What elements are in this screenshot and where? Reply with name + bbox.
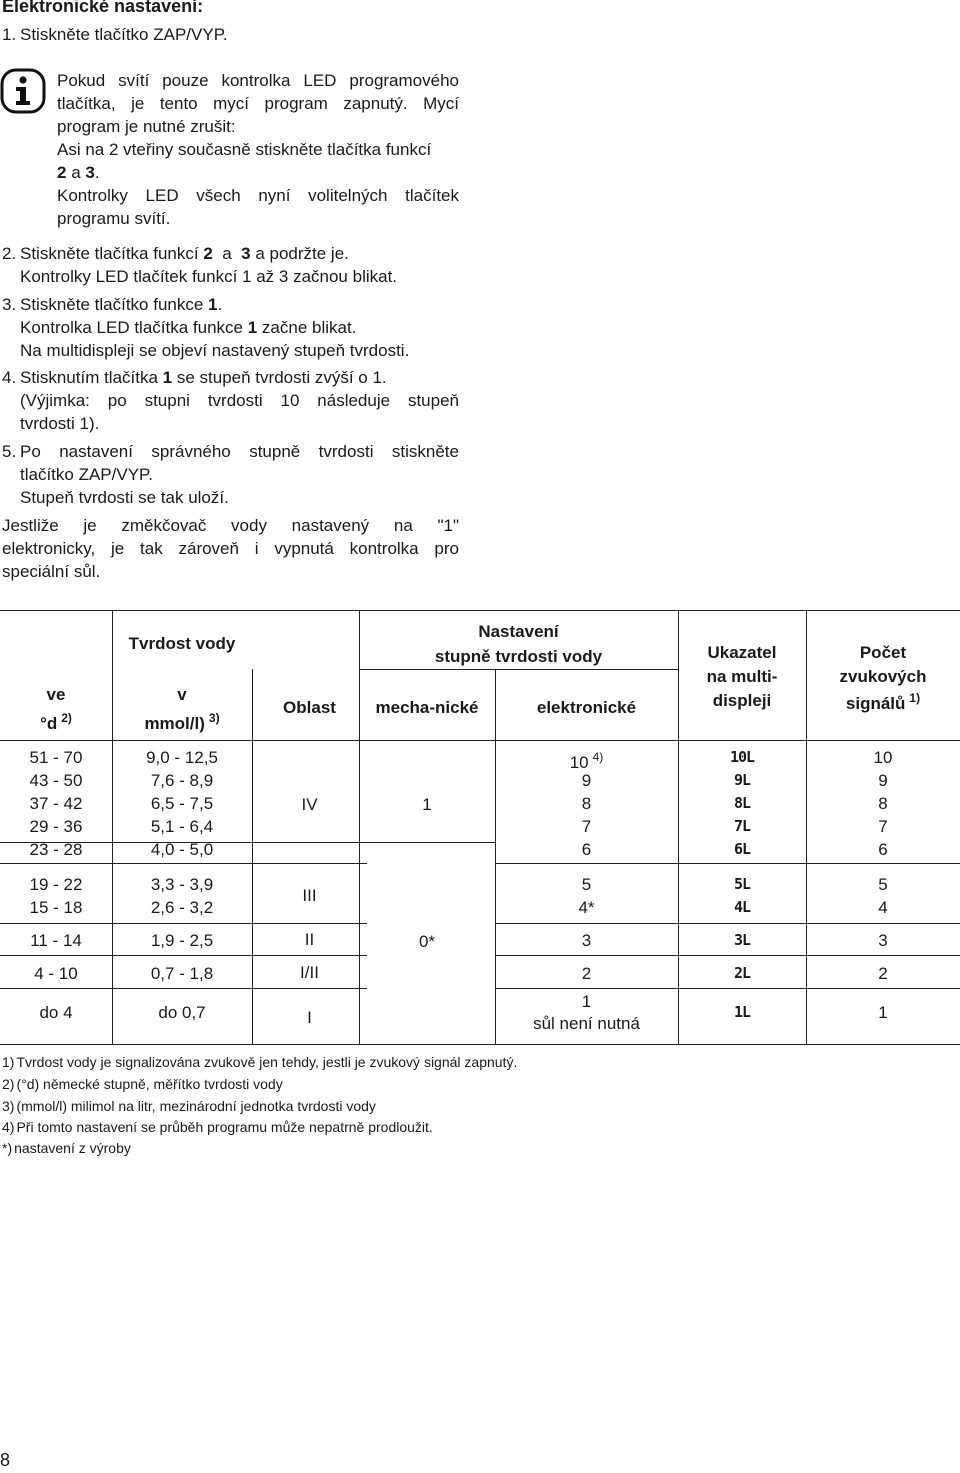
cell-signal-count: 8	[878, 794, 888, 813]
header-degrees	[0, 707, 112, 735]
cell-signal-count: 4	[878, 898, 888, 917]
cell-signal-count: 2	[878, 964, 888, 983]
step-5-line2: tlačítko ZAP/VYP.	[20, 465, 153, 484]
cell-elektronicke: 3	[581, 931, 592, 950]
cell-signal-count: 7	[878, 817, 888, 836]
function-1-label: 1	[162, 368, 173, 387]
function-1-label: 1	[247, 318, 258, 337]
step-text: začne blikat.	[257, 318, 357, 337]
header-pocet	[806, 687, 960, 715]
header-text: mmol/l)	[144, 714, 205, 733]
step-text: a	[212, 244, 242, 263]
step-3-text	[20, 293, 222, 316]
cell-display-code: 6L	[733, 840, 751, 858]
table-rule	[0, 740, 960, 741]
cell-elektronicke: 6	[581, 840, 592, 859]
cell-elektronicke: 7	[581, 817, 592, 836]
function-1-label: 1	[208, 295, 218, 314]
step-text: se stupeň tvrdosti zvýší o 1.	[172, 368, 387, 387]
header-text: °d	[40, 714, 58, 733]
footnote-number: 2)	[2, 1076, 15, 1092]
step-5-text: Po nastavení správného stupně tvrdosti stiskněte	[20, 442, 459, 461]
cell-mmol: 5,1 - 6,4	[150, 817, 214, 836]
cell-value: 10	[569, 753, 589, 772]
header-nastaveni: Nastavení	[478, 622, 559, 641]
step-1-number: 1.	[2, 25, 17, 44]
cell-degrees: 29 - 36	[29, 817, 83, 836]
header-mmol	[112, 707, 252, 735]
header-pocet: Počet	[859, 643, 907, 662]
cell-degrees: 43 - 50	[29, 771, 83, 790]
header-ukazatel: Ukazatel	[707, 643, 777, 662]
cell-mmol: 9,0 - 12,5	[146, 748, 218, 767]
table-rule	[495, 863, 960, 864]
cell-degrees: 15 - 18	[29, 898, 83, 917]
footnote-number: 1)	[2, 1054, 15, 1070]
cell-signal-count: 1	[878, 1003, 888, 1022]
step-3-line3: Na multidispleji se objeví nastavený stupeň tvrdosti.	[20, 341, 410, 360]
table-rule	[495, 955, 960, 956]
note-text: .	[94, 163, 100, 182]
table-rule	[0, 988, 367, 989]
cell-mmol: 0,7 - 1,8	[150, 964, 214, 983]
footnote-number: 4)	[2, 1119, 15, 1135]
footnote-ref: 4)	[592, 750, 604, 764]
step-text: Kontrolka LED tlačítka funkce	[20, 318, 248, 337]
oblast-cell: IV	[301, 795, 318, 814]
cell-elektronicke: 2	[581, 964, 592, 983]
footnote-text: (°d) německé stupně, měřítko tvrdosti vody	[16, 1076, 283, 1092]
step-4-line2: (Výjimka: po stupni tvrdosti 10 následuje stupeň	[20, 391, 459, 410]
oblast-cell: I	[307, 1008, 312, 1027]
cell-mmol: 2,6 - 3,2	[150, 898, 214, 917]
header-pocet: zvukových	[839, 667, 927, 686]
cell-signal-count: 9	[878, 771, 888, 790]
cell-display-code: 1L	[733, 1003, 751, 1021]
step-5-number: 5.	[2, 442, 17, 461]
footnote-ref: 1)	[909, 691, 921, 705]
header-tvrdost-vody: Tvrdost vody	[128, 634, 236, 653]
cell-signal-count: 3	[878, 931, 888, 950]
cell-display-code: 10L	[729, 748, 755, 766]
section-heading: Elektronické nastavení:	[2, 0, 204, 16]
cell-signal-count: 10	[873, 748, 893, 767]
header-elektronicke: elektronické	[536, 698, 637, 717]
note-line: Kontrolky LED všech nyní volitelných tlačítek	[57, 186, 459, 205]
cell-elektronicke-note: sůl není nutná	[533, 1014, 640, 1033]
step-text: Stiskněte tlačítka funkcí	[20, 244, 204, 263]
cell-mmol: 3,3 - 3,9	[150, 875, 214, 894]
table-rule	[0, 1044, 960, 1045]
cell-elektronicke: 5	[581, 875, 592, 894]
header-ve: ve	[46, 685, 66, 704]
cell-mmol: 6,5 - 7,5	[150, 794, 214, 813]
step-text: a podržte je.	[250, 244, 349, 263]
footnote-text: Tvrdost vody je signalizována zvukově jen tehdy, jestli je zvukový signál zapnutý.	[16, 1054, 518, 1070]
header-mechanicke: mecha-nické	[375, 698, 479, 717]
header-oblast: Oblast	[283, 698, 336, 717]
footnote	[2, 1118, 433, 1136]
note-line	[57, 161, 100, 184]
step-3-line2	[20, 316, 356, 339]
cell-mmol: do 0,7	[158, 1003, 206, 1022]
step-text: Stisknutím tlačítka	[20, 368, 163, 387]
header-nastaveni: stupně tvrdosti vody	[434, 647, 603, 666]
table-rule	[359, 842, 495, 843]
oblast-cell: I/II	[300, 963, 319, 982]
table-rule	[495, 923, 960, 924]
paragraph-line: Jestliže je změkčovač vody nastavený na "1"	[2, 516, 459, 535]
cell-degrees: 51 - 70	[29, 748, 83, 767]
oblast-cell: II	[304, 930, 315, 949]
page-number: 8	[0, 1450, 11, 1470]
step-text: Stiskněte tlačítko funkce	[20, 295, 209, 314]
footnote	[2, 1053, 517, 1071]
table-rule	[359, 669, 678, 670]
note-line: Pokud svítí pouze kontrolka LED programového	[57, 71, 459, 90]
function-2-label: 2	[203, 244, 213, 263]
header-v: v	[177, 685, 187, 704]
header-ukazatel: displeji	[712, 691, 772, 710]
footnote-ref: 3)	[208, 711, 220, 725]
note-line: tlačítka, je tento mycí program zapnutý. Mycí	[57, 94, 459, 113]
step-2-text	[20, 242, 349, 265]
cell-elektronicke: 4*	[578, 898, 595, 917]
step-2-line2: Kontrolky LED tlačítek funkcí 1 až 3 začnou blikat.	[20, 267, 398, 286]
cell-degrees: 11 - 14	[30, 931, 82, 950]
footnote-number: *)	[2, 1140, 13, 1156]
footnote-text: Při tomto nastavení se průběh programu může nepatrně prodloužit.	[16, 1119, 433, 1135]
step-4-number: 4.	[2, 368, 17, 387]
paragraph-line: speciální sůl.	[2, 562, 101, 581]
cell-display-code: 5L	[733, 875, 751, 893]
cell-degrees: 37 - 42	[29, 794, 83, 813]
cell-degrees: 4 - 10	[34, 964, 78, 983]
footnote-ref: 2)	[61, 711, 72, 725]
note-line: Asi na 2 vteřiny současně stiskněte tlačítka funkcí	[57, 140, 432, 159]
note-line: program je nutné zrušit:	[57, 117, 236, 136]
step-3-number: 3.	[2, 295, 17, 314]
function-3-label: 3	[85, 163, 95, 182]
cell-degrees: 19 - 22	[29, 875, 83, 894]
cell-display-code: 4L	[733, 898, 751, 916]
cell-display-code: 8L	[733, 794, 751, 812]
cell-display-code: 3L	[733, 931, 751, 949]
step-4-text	[20, 366, 387, 389]
step-4-line3: tvrdosti 1).	[20, 414, 100, 433]
cell-signal-count: 6	[878, 840, 888, 859]
footnote-number: 3)	[2, 1098, 15, 1114]
cell-display-code: 2L	[733, 964, 751, 982]
header-text: signálů	[845, 694, 906, 713]
oblast-cell: III	[302, 886, 317, 905]
step-5-line3: Stupeň tvrdosti se tak uloží.	[20, 488, 229, 507]
cell-mmol: 7,6 - 8,9	[150, 771, 214, 790]
function-2-label: 2	[57, 163, 67, 182]
mechanicke-cell: 0*	[418, 932, 436, 951]
table-rule	[0, 610, 960, 611]
cell-signal-count: 5	[878, 875, 888, 894]
step-1-text: Stiskněte tlačítko ZAP/VYP.	[20, 25, 228, 44]
table-rule	[0, 923, 367, 924]
footnote-text: nastavení z výroby	[14, 1140, 131, 1156]
step-text: .	[217, 295, 223, 314]
water-hardness-table	[0, 610, 960, 1050]
paragraph-line: elektronicky, je tak zároveň i vypnutá kontrolka pro	[2, 539, 459, 558]
cell-display-code: 7L	[733, 817, 751, 835]
footnote-text: (mmol/l) milimol na litr, mezinárodní jednotka tvrdosti vody	[16, 1098, 376, 1114]
cell-degrees: do 4	[39, 1003, 73, 1022]
table-rule	[495, 988, 960, 989]
note-line: programu svítí.	[57, 209, 171, 228]
cell-mmol: 4,0 - 5,0	[150, 840, 214, 859]
table-rule	[0, 955, 367, 956]
cell-elektronicke: 1	[581, 992, 592, 1011]
cell-mmol: 1,9 - 2,5	[150, 931, 214, 950]
info-icon	[0, 68, 46, 114]
mechanicke-cell: 1	[422, 795, 432, 814]
table-rule	[0, 863, 367, 864]
cell-elektronicke: 9	[581, 771, 592, 790]
note-text: a	[66, 163, 86, 182]
cell-elektronicke: 8	[581, 794, 592, 813]
footnote	[2, 1097, 376, 1115]
footnote	[2, 1075, 283, 1093]
cell-display-code: 9L	[733, 771, 751, 789]
step-2-number: 2.	[2, 244, 17, 263]
footnote	[2, 1139, 131, 1157]
header-ukazatel: na multi-	[706, 667, 778, 686]
table-rule	[252, 669, 253, 1044]
cell-degrees: 23 - 28	[29, 840, 83, 859]
function-3-label: 3	[241, 244, 251, 263]
